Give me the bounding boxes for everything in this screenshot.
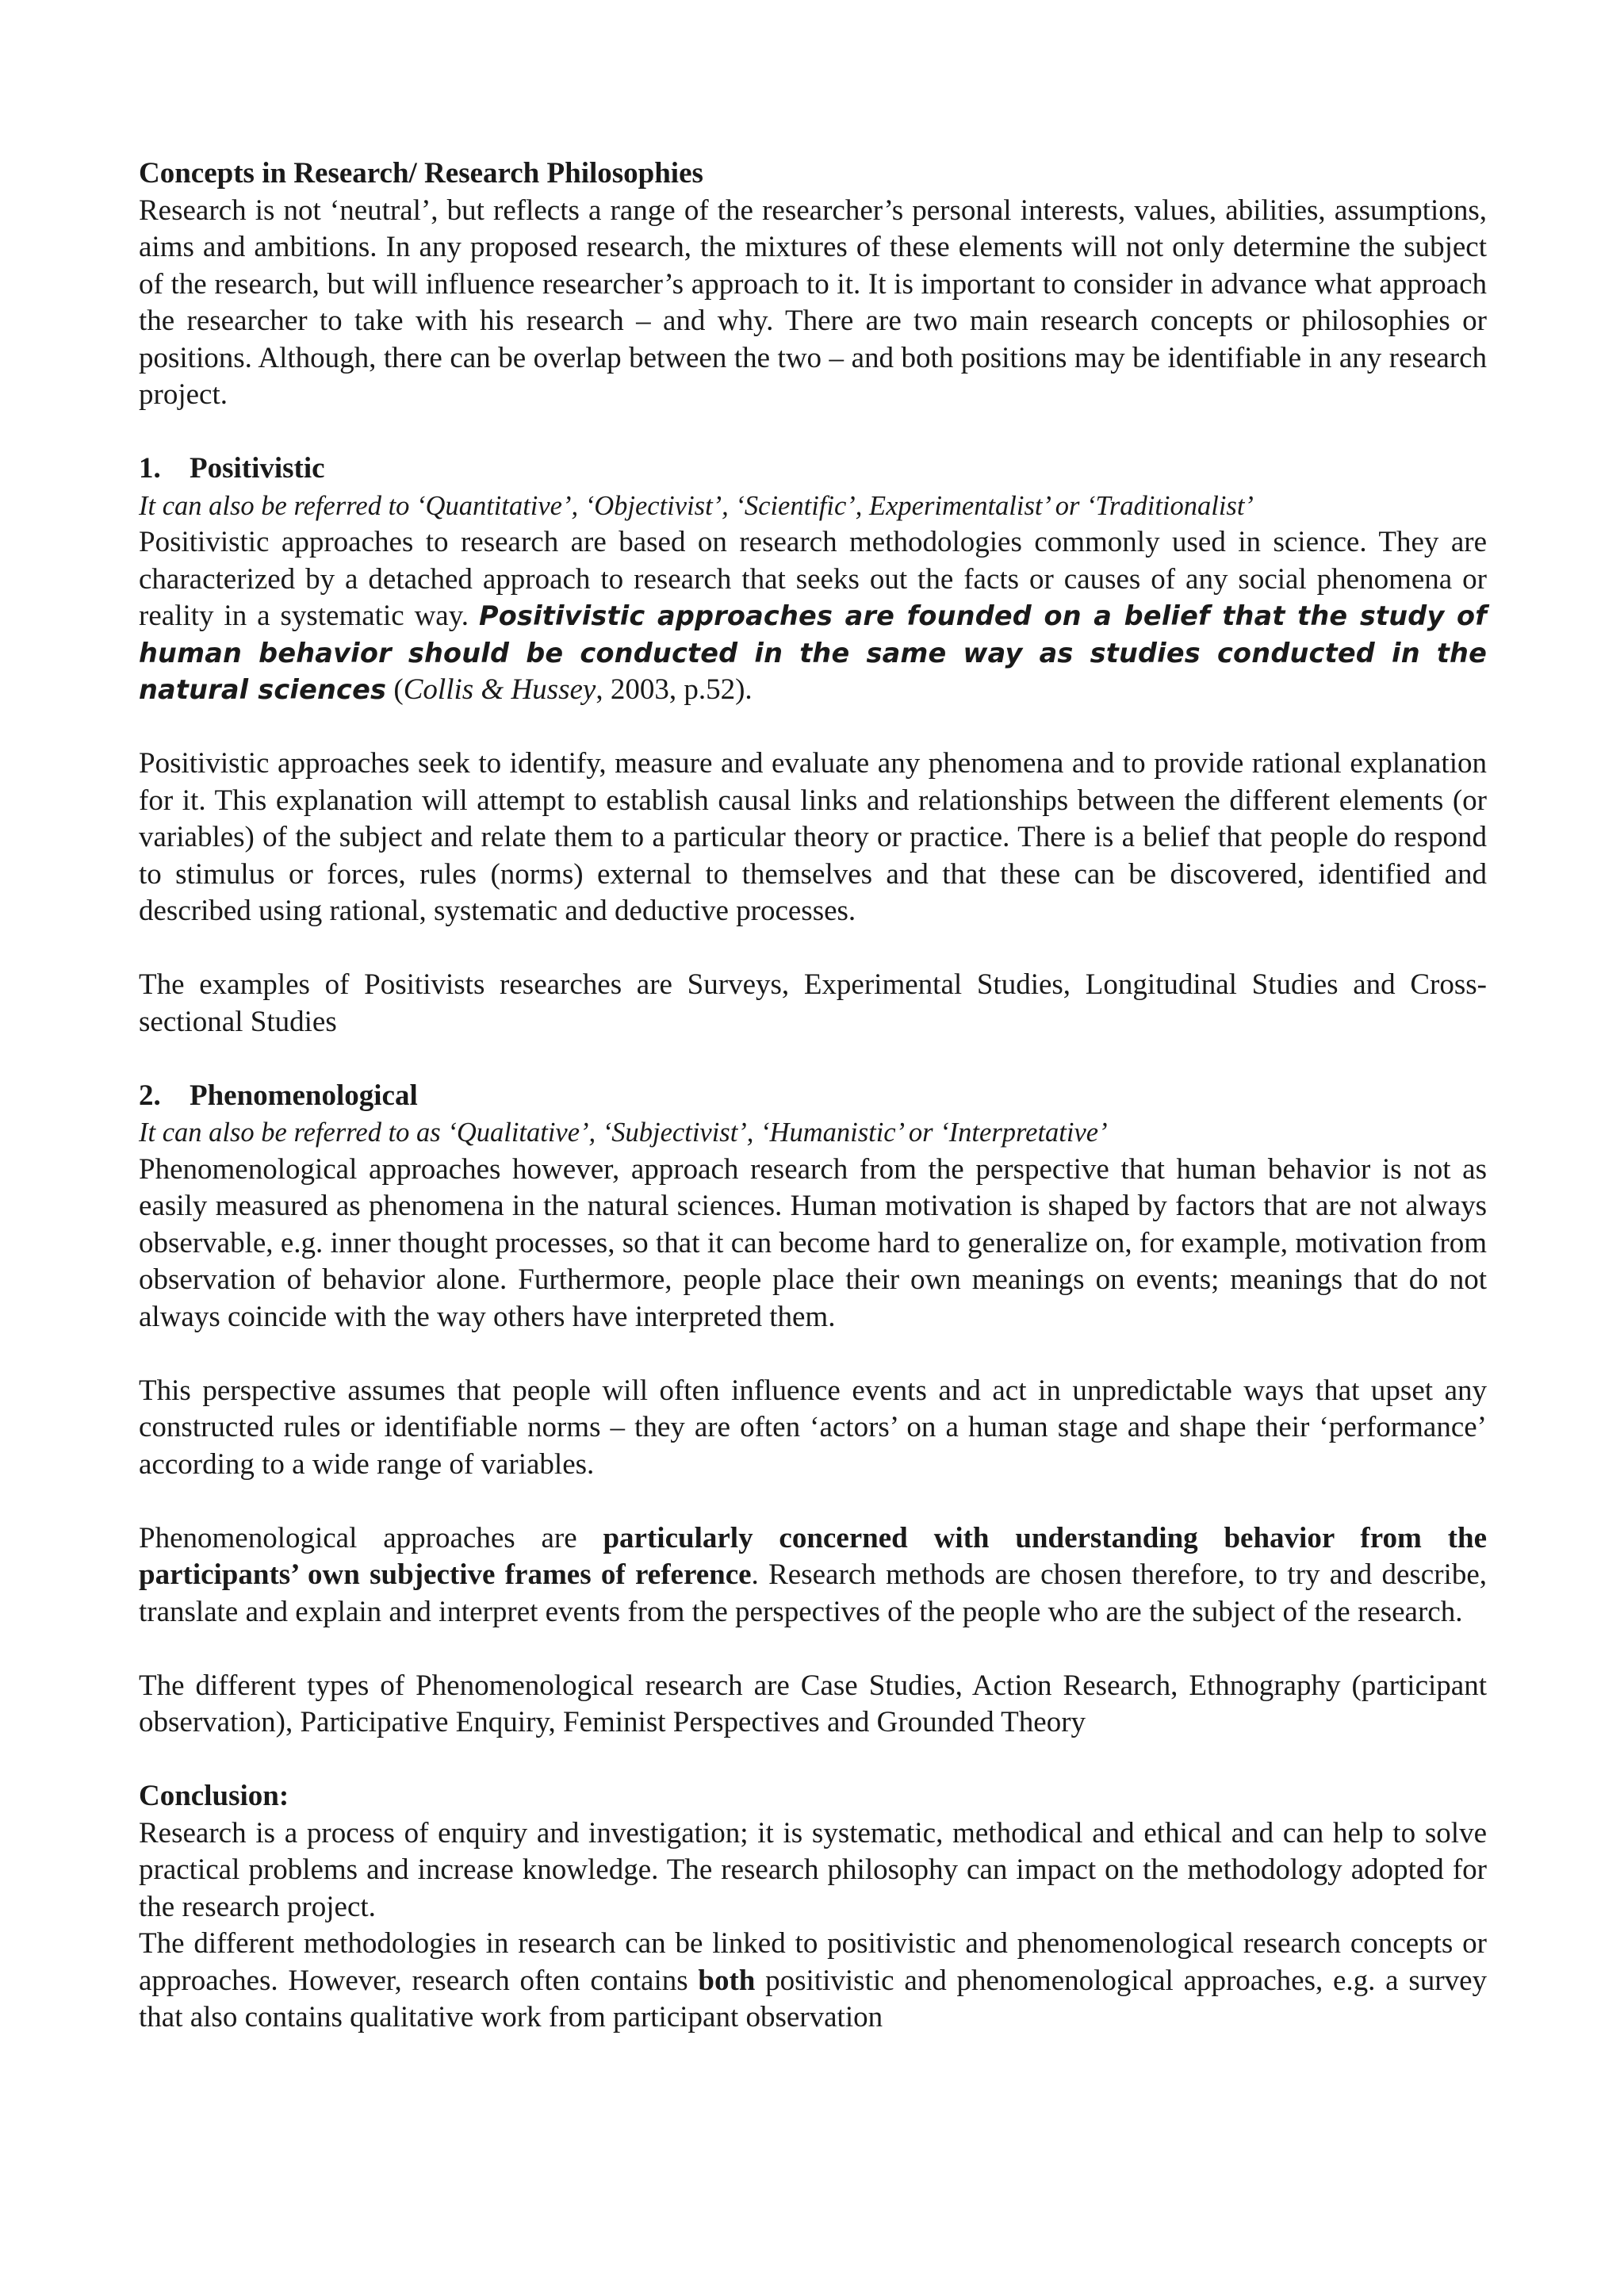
emphasis-text: Positivistic approaches are founded on a belief that the study of human behavior should be conducted in the same way as studies conducted in the natural sciences	[139, 600, 1487, 705]
paragraph-text: The different methodologies in research can be linked to positivistic and phenomenological research concepts or approaches. However, research often contains	[139, 1927, 1487, 1997]
spacer	[139, 1742, 1487, 1779]
section-title: Phenomenological	[190, 1079, 418, 1112]
positivistic-paragraph-3: The examples of Positivists researches are Surveys, Experimental Studies, Longitudinal Studies and Cross-sectional Studies	[139, 968, 1487, 1038]
emphasis-text: both	[698, 1964, 756, 1997]
document-page	[139, 155, 1487, 2037]
spacer	[139, 1041, 1487, 1078]
conclusion-paragraph-1: Research is a process of enquiry and investigation; it is systematic, methodical and ethical and can help to solve practical problems and increase knowledge. The research philosophy can impact on the methodology adopted for the research project.	[139, 1816, 1487, 1923]
section-title: Positivistic	[190, 452, 325, 485]
intro-paragraph: Research is not ‘neutral’, but reflects a range of the researcher’s personal interests, values, abilities, assumptions, aims and ambitions. In any proposed research, the mixtures of these elements will not only determine the subject of the research, but will influence researcher’s approach to it. It is important to consider in advance what approach the researcher to take with his research – and why. There are two main research concepts or philosophies or positions. Although, there can be overlap between the two – and both positions may be identifiable in any research project.	[139, 194, 1487, 411]
section-number: 1.	[139, 452, 161, 485]
spacer	[139, 1336, 1487, 1373]
phenomenological-paragraph-2: This perspective assumes that people will often influence events and act in unpredictable ways that upset any constructed rules or identifiable norms – they are often ‘actors’ on a human stage and shape their ‘performance’ according to a wide range of variables.	[139, 1374, 1487, 1481]
paragraph-text: Positivistic approaches to research are based on research methodologies commonly used in science. They are characterized by a detached approach to research that seeks out the facts or causes of any social phenomena or reality in a systematic way.	[139, 526, 1487, 632]
citation-open: (	[386, 673, 404, 706]
paragraph-text: . Research methods are chosen therefore, to try and describe, translate and explain and interpret events from the perspectives of the people who are the subject of the research.	[139, 1558, 1487, 1628]
positivistic-paragraph-2: Positivistic approaches seek to identify, measure and evaluate any phenomena and to provide rational explanation for it. This explanation will attempt to establish causal links and relationships between the different elements (or variables) of the subject and relate them to a particular theory or practice. There is a belief that people do respond to stimulus or forces, rules (norms) external to themselves and that these can be discovered, identified and described using rational, systematic and deductive processes.	[139, 747, 1487, 927]
section-heading-phenomenological	[139, 1078, 1487, 1115]
section-heading-positivistic	[139, 450, 1487, 488]
phenomenological-paragraph-1: Phenomenological approaches however, approach research from the perspective that human behavior is not as easily measured as phenomena in the natural sciences. Human motivation is shaped by factors that are not always observable, e.g. inner thought processes, so that it can become hard to generalize on, for example, motivation from observation of behavior alone. Furthermore, people place their own meanings on events; meanings that do not always coincide with the way others have interpreted them.	[139, 1152, 1487, 1333]
conclusion-paragraph-2	[139, 1926, 1487, 2037]
phenomenological-paragraph-3	[139, 1520, 1487, 1631]
section-alias-positivistic: It can also be referred to ‘Quantitative’, ‘Objectivist’, ‘Scientific’, Experimentalist’ or ‘Traditionalist’	[139, 490, 1254, 521]
spacer	[139, 930, 1487, 968]
positivistic-paragraph-1	[139, 524, 1487, 709]
spacer	[139, 709, 1487, 746]
spacer	[139, 414, 1487, 451]
paragraph-text: Phenomenological approaches are	[139, 1521, 603, 1554]
document-title: Concepts in Research/ Research Philosophies	[139, 157, 703, 190]
citation-authors: Collis & Hussey	[403, 673, 596, 706]
paragraph-text: positivistic and phenomenological approaches, e.g. a survey that also contains qualitative work from participant observation	[139, 1964, 1487, 2033]
spacer	[139, 1483, 1487, 1520]
citation-close: , 2003, p.52).	[596, 673, 753, 706]
section-number: 2.	[139, 1079, 161, 1112]
emphasis-text: particularly concerned with understanding behavior from the participants’ own subjective frames of reference	[139, 1521, 1487, 1591]
section-alias-phenomenological: It can also be referred to as ‘Qualitative’, ‘Subjectivist’, ‘Humanistic’ or ‘Interpretative’	[139, 1117, 1108, 1148]
conclusion-heading: Conclusion:	[139, 1780, 289, 1812]
spacer	[139, 1631, 1487, 1668]
phenomenological-paragraph-4: The different types of Phenomenological research are Case Studies, Action Research, Ethnography (participant observation), Participative Enquiry, Feminist Perspectives and Grounded Theory	[139, 1669, 1487, 1738]
